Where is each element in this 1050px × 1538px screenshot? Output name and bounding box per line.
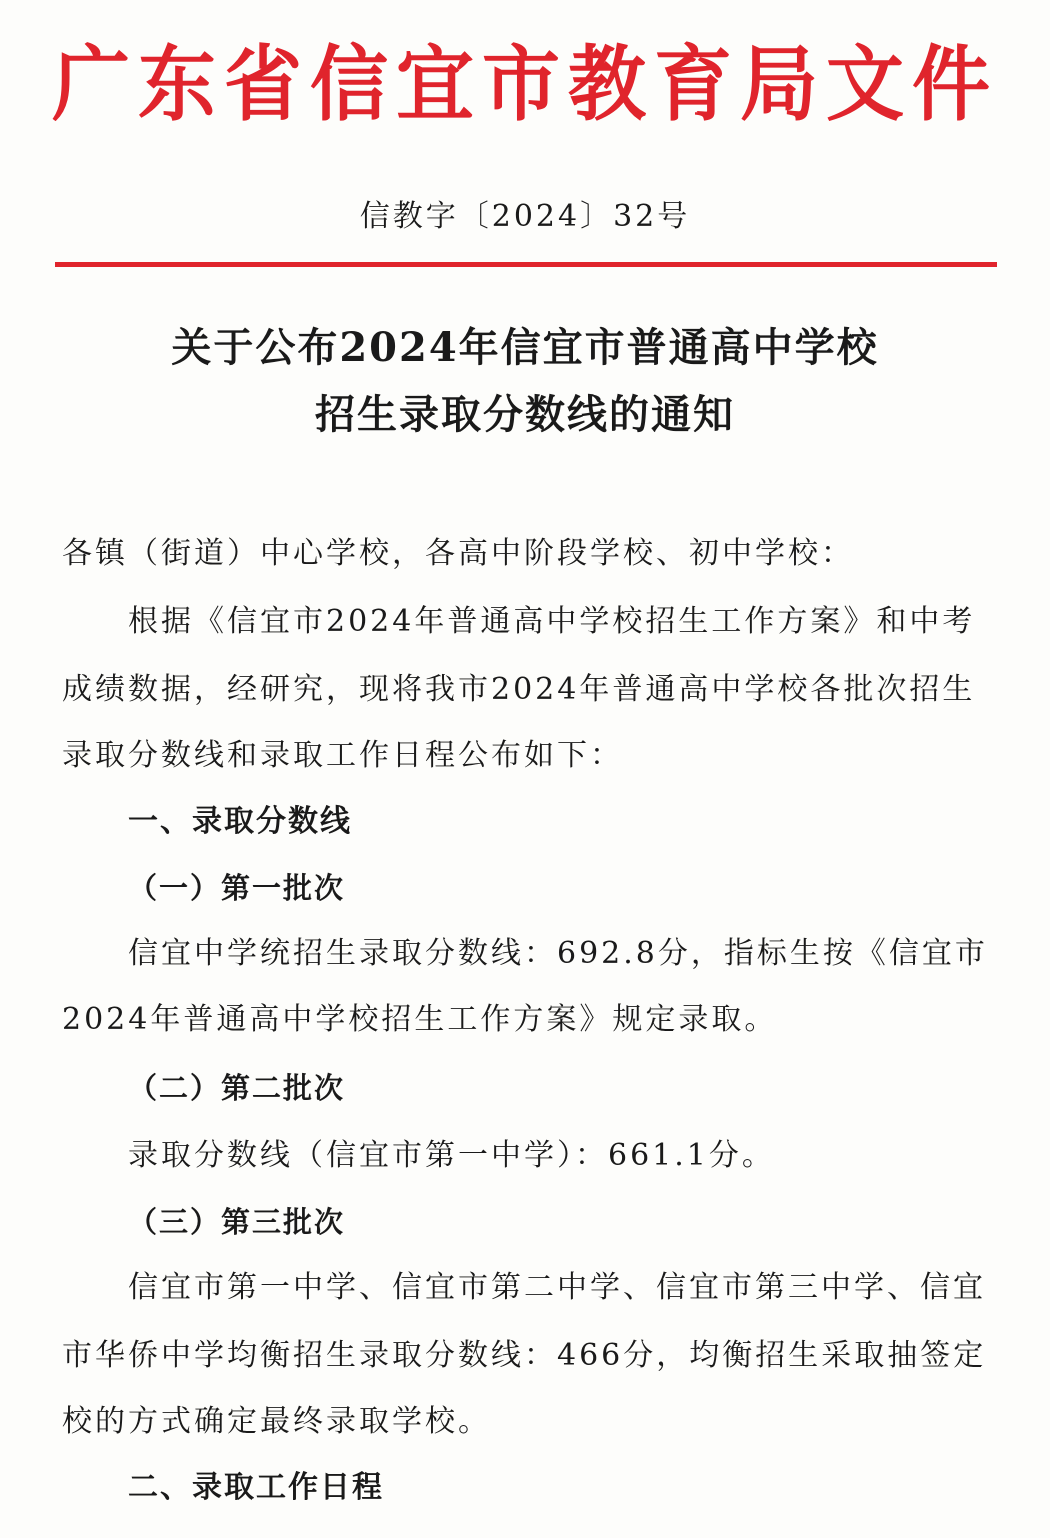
batch-1-line-2: 2024年普通高中学校招生工作方案》规定录取。: [62, 1002, 778, 1037]
batch-2-line-1: 录取分数线（信宜市第一中学）：661.1分。: [128, 1138, 775, 1173]
salutation: 各镇（街道）中心学校，各高中阶段学校、初中学校：: [62, 536, 854, 571]
notice-title-line-2: 招生录取分数线的通知: [315, 391, 735, 438]
batch-3-line-2: 市华侨中学均衡招生录取分数线：466分，均衡招生采取抽签定: [62, 1338, 987, 1373]
red-divider-line: [55, 262, 997, 267]
agency-header-title: 广东省信宜市教育局文件: [51, 37, 998, 133]
document-number: 信教字〔2024〕32号: [359, 199, 691, 234]
notice-title-line-1: 关于公布2024年信宜市普通高中学校: [171, 324, 879, 371]
batch-2-heading: （二）第二批次: [128, 1071, 346, 1105]
batch-3-heading: （三）第三批次: [128, 1205, 346, 1239]
intro-line-1: 根据《信宜市2024年普通高中学校招生工作方案》和中考: [128, 604, 976, 639]
batch-1-heading: （一）第一批次: [128, 871, 346, 905]
intro-line-2: 成绩数据，经研究，现将我市2024年普通高中学校各批次招生: [62, 672, 976, 707]
batch-1-line-1: 信宜中学统招生录取分数线：692.8分，指标生按《信宜市: [128, 936, 988, 971]
section-1-heading: 一、录取分数线: [128, 804, 352, 839]
section-2-heading: 二、录取工作日程: [128, 1470, 384, 1505]
batch-3-line-1: 信宜市第一中学、信宜市第二中学、信宜市第三中学、信宜: [128, 1270, 986, 1305]
batch-3-line-3: 校的方式确定最终录取学校。: [62, 1404, 491, 1439]
intro-line-3: 录取分数线和录取工作日程公布如下：: [62, 738, 623, 773]
